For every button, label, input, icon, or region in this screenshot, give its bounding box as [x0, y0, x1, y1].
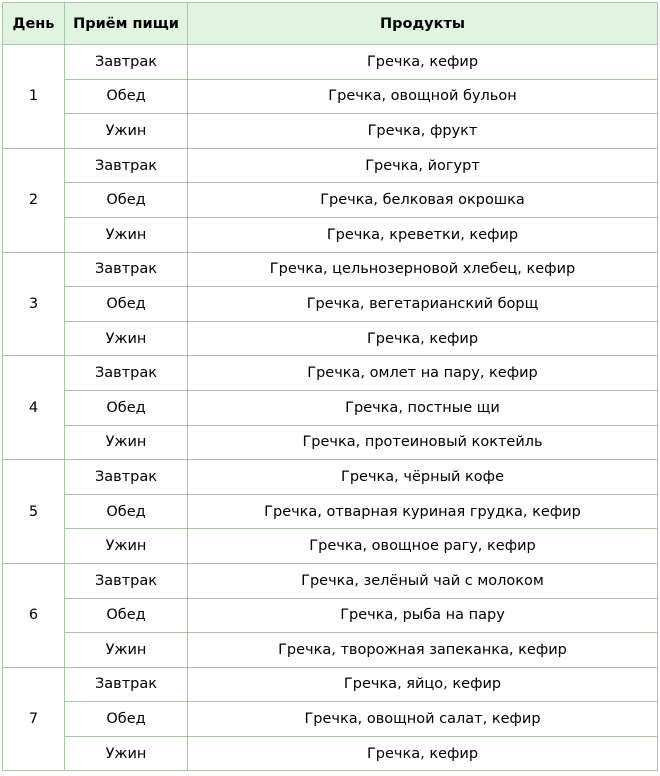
meal-cell: Ужин [65, 425, 188, 460]
table-row [3, 356, 658, 391]
day-number-cell: 5 [3, 460, 65, 564]
table-row [3, 736, 658, 771]
day-number-cell: 7 [3, 667, 65, 771]
day-number-cell: 2 [3, 148, 65, 252]
products-cell: Гречка, вегетарианский борщ [188, 287, 658, 322]
products-cell: Гречка, протеиновый коктейль [188, 425, 658, 460]
table-header [3, 3, 658, 45]
table-row [3, 563, 658, 598]
day-number-cell: 6 [3, 563, 65, 667]
products-cell: Гречка, йогурт [188, 148, 658, 183]
products-cell: Гречка, креветки, кефир [188, 217, 658, 252]
products-cell: Гречка, чёрный кофе [188, 460, 658, 495]
table-row [3, 287, 658, 322]
table-row [3, 390, 658, 425]
meal-cell: Ужин [65, 217, 188, 252]
meal-cell: Завтрак [65, 460, 188, 495]
meal-cell: Обед [65, 183, 188, 218]
table-row [3, 702, 658, 737]
products-cell: Гречка, творожная запеканка, кефир [188, 633, 658, 668]
products-cell: Гречка, овощной бульон [188, 79, 658, 114]
products-cell: Гречка, яйцо, кефир [188, 667, 658, 702]
meal-cell: Обед [65, 702, 188, 737]
meal-cell: Завтрак [65, 45, 188, 80]
meal-cell: Завтрак [65, 563, 188, 598]
day-number-cell: 3 [3, 252, 65, 356]
meal-cell: Ужин [65, 529, 188, 564]
header-row [3, 3, 658, 45]
meal-cell: Обед [65, 79, 188, 114]
products-cell: Гречка, омлет на пару, кефир [188, 356, 658, 391]
table-row [3, 114, 658, 149]
header-products: Продукты [188, 3, 658, 45]
meal-cell: Завтрак [65, 667, 188, 702]
meal-cell: Завтрак [65, 252, 188, 287]
products-cell: Гречка, кефир [188, 736, 658, 771]
products-cell: Гречка, кефир [188, 45, 658, 80]
table-row [3, 425, 658, 460]
table-row [3, 183, 658, 218]
products-cell: Гречка, рыба на пару [188, 598, 658, 633]
products-cell: Гречка, зелёный чай с молоком [188, 563, 658, 598]
meal-cell: Обед [65, 494, 188, 529]
header-day: День [3, 3, 65, 45]
table-row [3, 667, 658, 702]
meal-cell: Ужин [65, 114, 188, 149]
meal-cell: Обед [65, 390, 188, 425]
products-cell: Гречка, овощной салат, кефир [188, 702, 658, 737]
meal-cell: Ужин [65, 321, 188, 356]
meal-cell: Ужин [65, 633, 188, 668]
table-row [3, 494, 658, 529]
meal-cell: Ужин [65, 736, 188, 771]
table-row [3, 529, 658, 564]
day-number-cell: 4 [3, 356, 65, 460]
table-row [3, 460, 658, 495]
table-row [3, 45, 658, 80]
table-row [3, 252, 658, 287]
meal-cell: Завтрак [65, 148, 188, 183]
table-row [3, 217, 658, 252]
products-cell: Гречка, фрукт [188, 114, 658, 149]
meal-cell: Обед [65, 598, 188, 633]
meal-cell: Завтрак [65, 356, 188, 391]
table-row [3, 321, 658, 356]
table-row [3, 633, 658, 668]
products-cell: Гречка, постные щи [188, 390, 658, 425]
table-row [3, 598, 658, 633]
products-cell: Гречка, цельнозерновой хлебец, кефир [188, 252, 658, 287]
products-cell: Гречка, белковая окрошка [188, 183, 658, 218]
header-meal: Приём пищи [65, 3, 188, 45]
products-cell: Гречка, овощное рагу, кефир [188, 529, 658, 564]
table-row [3, 79, 658, 114]
products-cell: Гречка, отварная куриная грудка, кефир [188, 494, 658, 529]
day-number-cell: 1 [3, 45, 65, 149]
buckwheat-diet-table [2, 2, 658, 771]
table-body [3, 45, 658, 771]
products-cell: Гречка, кефир [188, 321, 658, 356]
meal-cell: Обед [65, 287, 188, 322]
table-row [3, 148, 658, 183]
